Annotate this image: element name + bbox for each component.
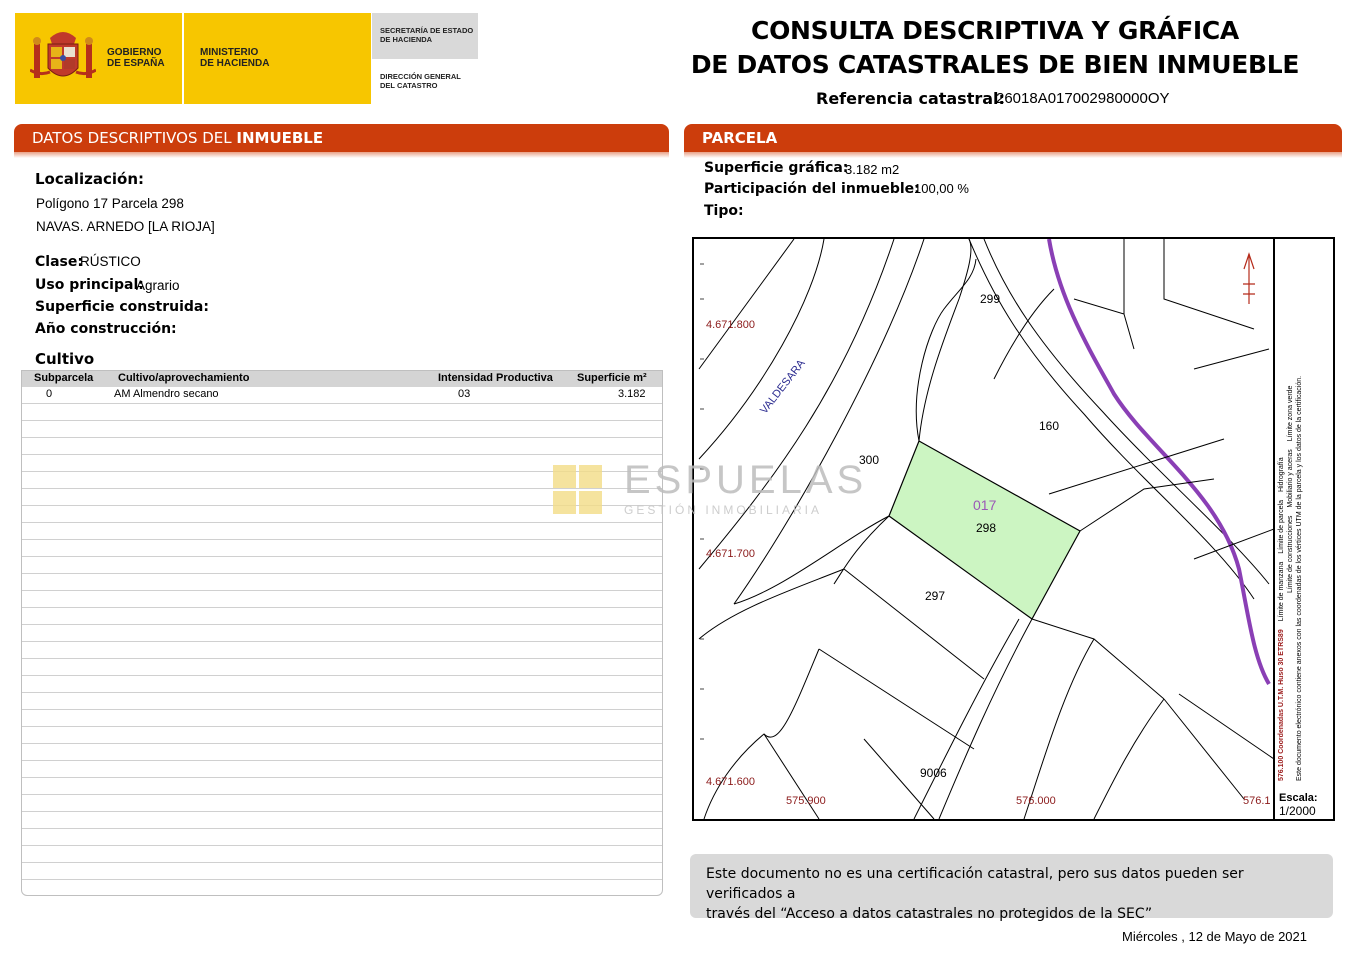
legend-divider [1273,237,1275,821]
y-coord-3: 4.671.600 [706,776,755,788]
table-row-empty [22,710,662,727]
table-header [22,371,662,387]
sup-grafica-label: Superficie gráfica: [704,160,849,176]
x-coord-1: 575.900 [786,795,826,807]
y-coord-1: 4.671.800 [706,319,755,331]
cell-superficie: 3.182 [618,388,646,400]
scale-label: Escala: [1279,792,1318,804]
table-row-empty [22,557,662,574]
secretaria-text: SECRETARÍA DE ESTADO DE HACIENDA [380,26,474,44]
table-row-empty [22,591,662,608]
table-row-empty [22,846,662,863]
table-row-empty [22,744,662,761]
table-row-empty [22,438,662,455]
table-row-empty [22,540,662,557]
cadastral-map [692,237,1335,821]
page-title: CONSULTA DESCRIPTIVA Y GRÁFICA DE DATOS CATASTRALES DE BIEN INMUEBLE [690,16,1300,79]
anio-label: Año construcción: [35,321,177,337]
th-superficie: Superficie m² [577,372,647,384]
ref-value: 26018A017002980000OY [996,90,1170,107]
ministry-name: MINISTERIO DE HACIENDA [200,47,270,69]
legend-zona-verde: Límite zona verde [1287,385,1294,442]
watermark-sub: GESTIÓN INMOBILIARIA [624,503,823,517]
watermark-square [579,491,602,514]
table-row [22,387,662,404]
sup-grafica-value: 3.182 m2 [845,162,900,177]
table-row-empty [22,863,662,880]
footer-date: Miércoles , 12 de Mayo de 2021 [1122,929,1307,944]
disclaimer-note: Este documento no es una certificación catastral, pero sus datos pueden ser verificados a través del “Acceso a datos catastrales no protegidos de la SEC” [690,854,1333,918]
legend-manzana: Límite de manzana [1278,561,1285,622]
uso-value: Agrario [136,278,180,293]
watermark-square [553,465,576,488]
th-subparcela: Subparcela [34,372,94,384]
section-shadow [14,152,669,158]
superficie-label: Superficie construida: [35,299,209,315]
th-intensidad: Intensidad Productiva [438,372,553,384]
parcela-section-header: PARCELA [684,124,1342,152]
localizacion-line1: Polígono 17 Parcela 298 [36,196,184,211]
parcel-9006: 9006 [920,766,947,780]
table-row-empty [22,574,662,591]
map-legend [1277,246,1335,781]
doc-note: Este documento electrónico contiene anexos con las coordenadas de los vértices UTM de la parcela y los datos de la certificación. [1296,375,1303,781]
cultivo-label: Cultivo [35,350,95,368]
coords-note: 576.100 Coordenadas U.T.M. Huso 30 ETRS89 [1278,629,1285,781]
th-cultivo: Cultivo/aprovechamiento [118,372,250,384]
table-row-empty [22,608,662,625]
ref-label: Referencia catastral: [816,89,1005,108]
parcel-297: 297 [925,589,946,603]
logo-divider [182,13,184,104]
table-row-empty [22,659,662,676]
gov-name: GOBIERNO DE ESPAÑA [107,47,165,69]
cell-subparcela: 0 [46,388,53,400]
clase-value: RÚSTICO [80,254,141,269]
y-coord-2: 4.671.700 [706,548,755,560]
coat-of-arms-icon [30,24,96,97]
localizacion-line2: NAVAS. ARNEDO [LA RIOJA] [36,219,215,234]
parcel-298: 298 [976,521,997,535]
watermark-square [553,491,576,514]
watermark-name: ESPUELAS [624,458,868,502]
tipo-label: Tipo: [704,203,744,219]
table-row-empty [22,778,662,795]
clase-label: Clase: [35,254,83,270]
descriptive-section-header: DATOS DESCRIPTIVOS DEL INMUEBLE [14,124,669,152]
polygon-017: 017 [973,497,997,513]
table-row-empty [22,642,662,659]
x-coord-3: 576.1 [1243,795,1271,807]
legend-parcela: Límite de parcela [1278,500,1285,554]
table-row-empty [22,761,662,778]
table-row-empty [22,795,662,812]
cultivo-table [21,370,663,896]
legend-construcciones: Límite de construcciones [1287,515,1294,593]
parcel-160: 160 [1039,419,1060,433]
scale-value: 1/2000 [1279,804,1316,818]
legend-mobiliario: Mobiliario y aceras [1287,449,1294,508]
watermark-square [579,465,602,488]
table-row-empty [22,404,662,421]
parcel-299: 299 [980,292,1001,306]
direccion-text: DIRECCIÓN GENERAL DEL CATASTRO [380,72,461,90]
localizacion-label: Localización: [35,170,145,188]
table-row-empty [22,625,662,642]
legend-hidrografia: Hidrografía [1278,457,1285,493]
toponym-label: VALDESARA [758,357,808,417]
participacion-value: 100,00 % [914,181,969,196]
cell-intensidad: 03 [458,388,471,400]
parcel-300: 300 [859,453,880,467]
table-row-empty [22,829,662,846]
table-row-empty [22,676,662,693]
x-coord-2: 576.000 [1016,795,1056,807]
table-row-empty [22,727,662,744]
table-row-empty [22,523,662,540]
section-shadow [684,152,1342,158]
table-row-empty [22,693,662,710]
table-row-empty [22,421,662,438]
cell-cultivo: AM Almendro secano [114,388,219,400]
table-row-empty [22,812,662,829]
uso-label: Uso principal: [35,277,144,293]
participacion-label: Participación del inmueble: [704,181,920,197]
